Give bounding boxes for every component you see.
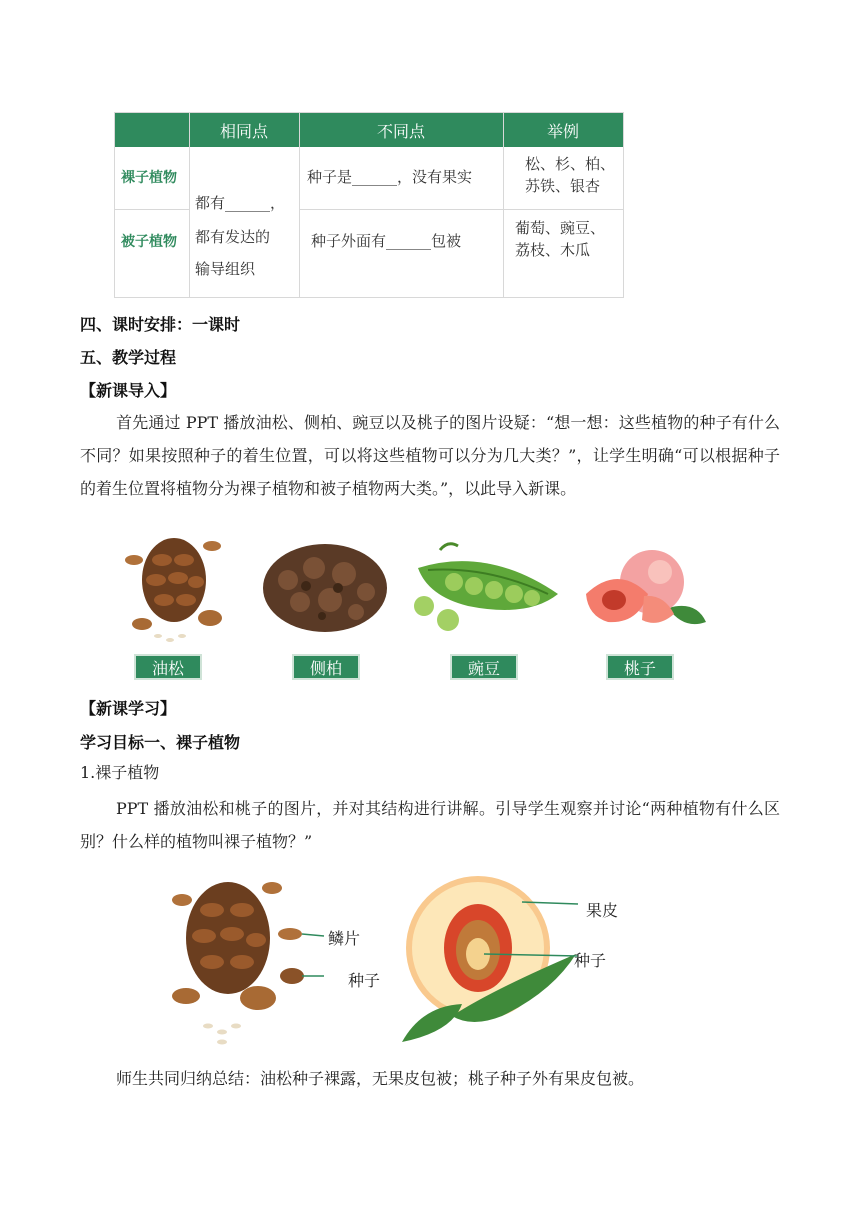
table-header-similarity: 相同点 bbox=[189, 113, 299, 147]
example-gymnosperm-1: 松、杉、柏、 bbox=[525, 155, 616, 173]
common-line-2: 都有发达的 bbox=[195, 228, 271, 246]
row-label-gymnosperm: 裸子植物 bbox=[121, 170, 177, 186]
row-label-angiosperm: 被子植物 bbox=[121, 234, 177, 250]
callout-peel: 果皮 bbox=[586, 901, 619, 920]
table-header-empty bbox=[115, 113, 189, 147]
section-4-heading: 四、课时安排：一课时 bbox=[80, 315, 241, 334]
callout-seed-right: 种子 bbox=[574, 951, 607, 970]
photo-label-pea: 豌豆 bbox=[450, 654, 518, 680]
learn-text: PPT 播放油松和桃子的图片，并对其结构进行讲解。引导学生观察并讨论“两种植物有什么区别？什么样的植物叫裸子植物？” bbox=[80, 799, 780, 851]
intro-heading: 【新课导入】 bbox=[80, 381, 177, 400]
sub-1-heading: 1.裸子植物 bbox=[80, 763, 160, 782]
callout-seed-left: 种子 bbox=[348, 971, 381, 990]
photo-label-arborvitae: 侧柏 bbox=[292, 654, 360, 680]
summary-paragraph bbox=[80, 1062, 780, 1095]
pea-pod-image bbox=[408, 536, 564, 636]
callout-scale: 鳞片 bbox=[328, 929, 361, 948]
difference-angiosperm: 种子外面有______包被 bbox=[311, 232, 462, 250]
summary-text: 师生共同归纳总结：油松种子裸露，无果皮包被；桃子种子外有果皮包被。 bbox=[116, 1069, 645, 1088]
intro-paragraph bbox=[80, 406, 780, 505]
arborvitae-image bbox=[258, 530, 392, 642]
common-line-1: 都有______， bbox=[195, 194, 286, 212]
photo-label-peach: 桃子 bbox=[606, 654, 674, 680]
section-5-heading: 五、教学过程 bbox=[80, 348, 177, 367]
pine-cone-image bbox=[112, 520, 236, 644]
difference-gymnosperm: 种子是______，没有果实 bbox=[307, 168, 473, 186]
comparison-table bbox=[114, 112, 624, 298]
learn-paragraph bbox=[80, 792, 780, 858]
photo-label-pine: 油松 bbox=[134, 654, 202, 680]
pine-cone-diagram bbox=[150, 870, 350, 1050]
peach-cross-section-diagram bbox=[392, 866, 582, 1046]
example-angiosperm-2: 荔枝、木瓜 bbox=[515, 241, 591, 259]
learn-heading: 【新课学习】 bbox=[80, 699, 177, 718]
example-angiosperm-1: 葡萄、豌豆、 bbox=[515, 219, 606, 237]
goal-1-heading: 学习目标一、裸子植物 bbox=[80, 733, 241, 752]
intro-text: 首先通过 PPT 播放油松、侧柏、豌豆以及桃子的图片设疑：“想一想：这些植物的种子有什么不同？如果按照种子的着生位置，可以将这些植物可以分为几大类？”，让学生明确“可以根据种子的着生位置将植物分为裸子植物和被子植物两大类。”，以此导入新课。 bbox=[80, 413, 780, 498]
common-line-3: 输导组织 bbox=[195, 260, 256, 278]
table-header-example: 举例 bbox=[503, 113, 623, 147]
table-header-difference: 不同点 bbox=[299, 113, 503, 147]
example-gymnosperm-2: 苏铁、银杏 bbox=[525, 177, 601, 195]
peach-image bbox=[578, 544, 708, 634]
